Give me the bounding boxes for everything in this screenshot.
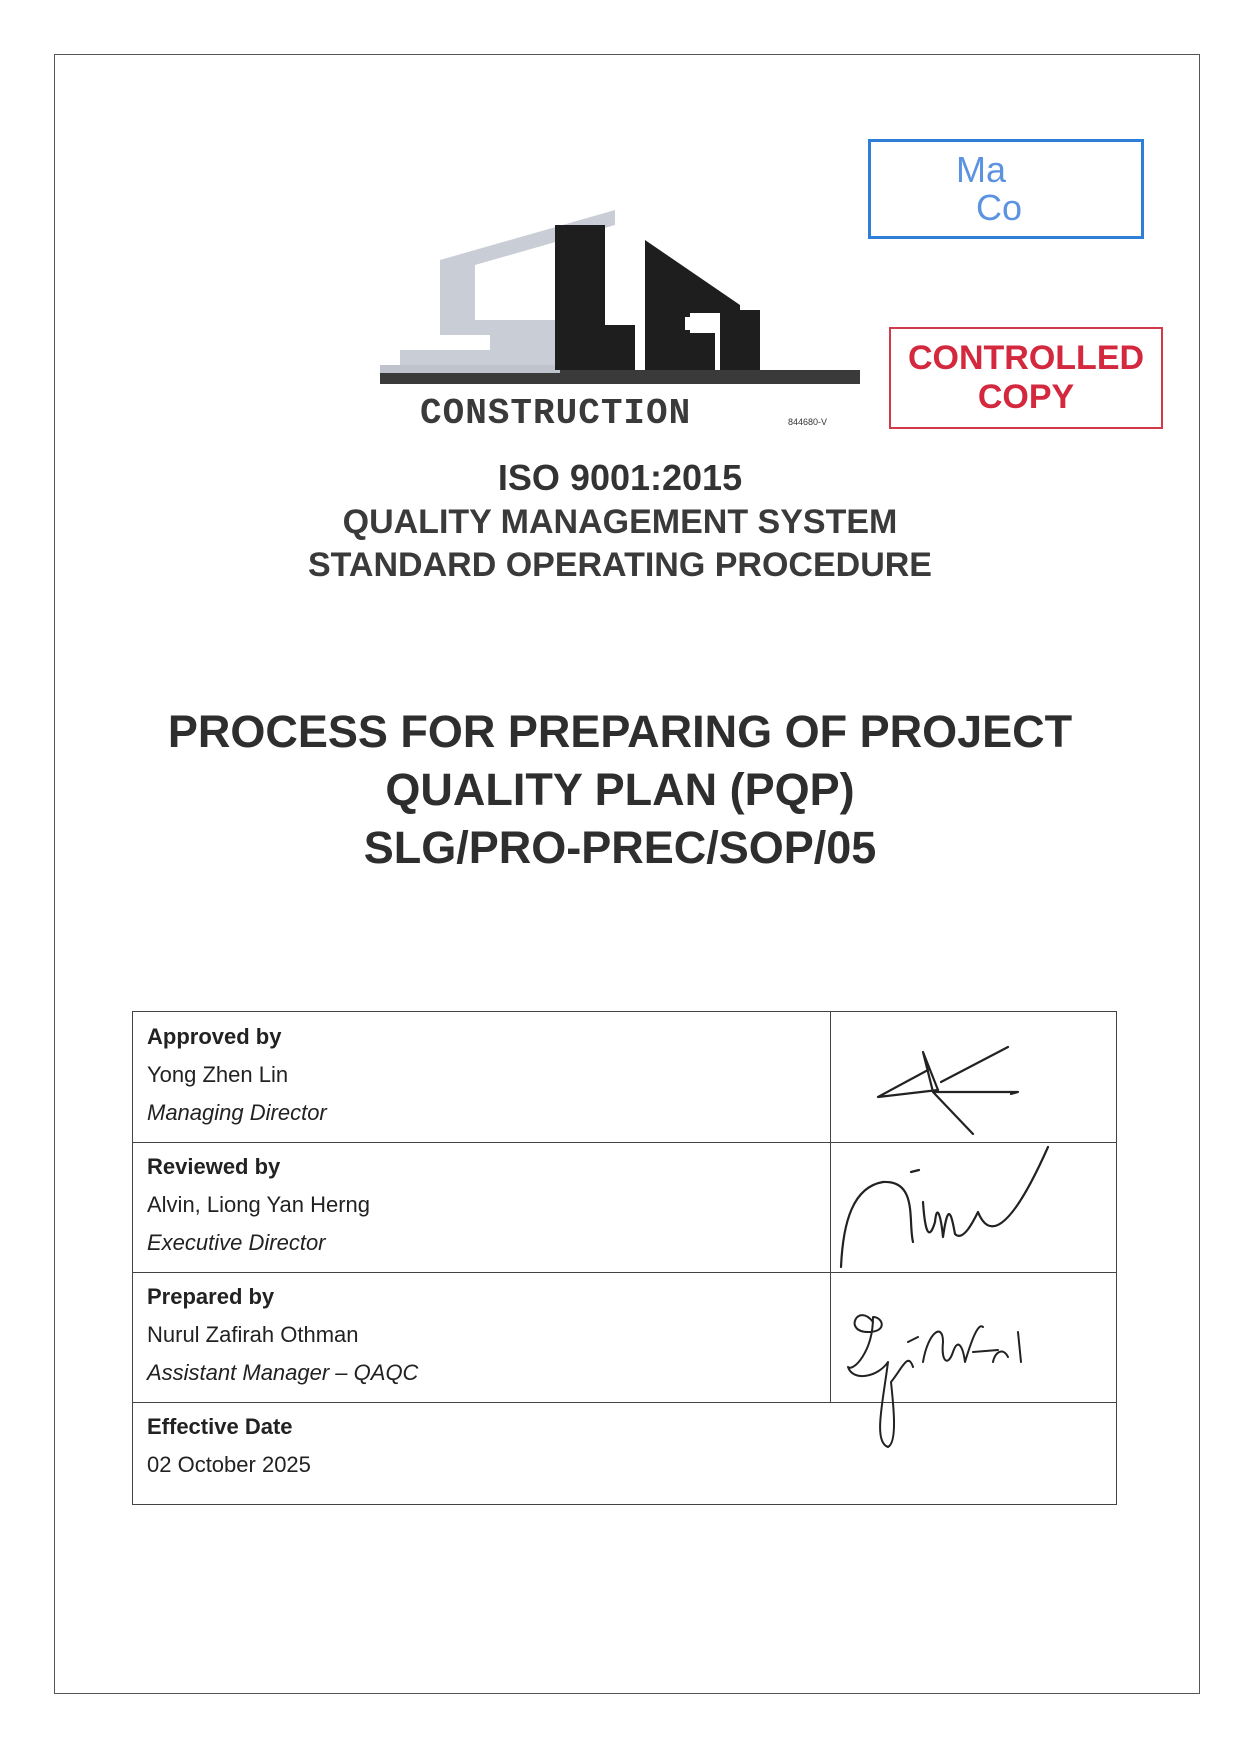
- controlled-copy-line1: CONTROLLED: [907, 339, 1145, 377]
- logo-reg-no: 844680-V: [788, 417, 828, 427]
- doc-code: SLG/PRO-PREC/SOP/05: [363, 822, 877, 873]
- column-divider: [830, 1012, 831, 1402]
- document-type: STANDARD OPERATING PROCEDURE: [308, 546, 932, 584]
- prepared-cell: [147, 1278, 418, 1392]
- controlled-copy-stamp: [889, 327, 1163, 429]
- reviewed-signature: [833, 1142, 1118, 1272]
- approved-name: Yong Zhen Lin: [147, 1062, 289, 1087]
- approved-label: Approved by: [147, 1024, 282, 1049]
- effective-cell: [147, 1408, 311, 1484]
- prepared-signature: [833, 1272, 1118, 1472]
- reviewed-label: Reviewed by: [147, 1154, 281, 1179]
- reviewed-cell: [147, 1148, 370, 1262]
- reviewed-name: Alvin, Liong Yan Herng: [147, 1192, 370, 1217]
- signoff-table: [132, 1011, 1117, 1505]
- master-copy-stamp: [868, 139, 1144, 239]
- slg-construction-logo: [380, 205, 860, 440]
- effective-label: Effective Date: [147, 1414, 293, 1439]
- prepared-title: Assistant Manager – QAQC: [147, 1360, 419, 1385]
- controlled-copy-line2: COPY: [977, 378, 1075, 416]
- reviewed-title: Executive Director: [147, 1230, 326, 1255]
- master-copy-line1: Ma: [956, 149, 1007, 190]
- doc-title-line1: PROCESS FOR PREPARING OF PROJECT: [167, 706, 1073, 757]
- iso-standard: ISO 9001:2015: [497, 457, 743, 498]
- prepared-name: Nurul Zafirah Othman: [147, 1322, 359, 1347]
- approved-cell: [147, 1018, 327, 1132]
- effective-date: 02 October 2025: [147, 1452, 311, 1477]
- approved-title: Managing Director: [147, 1100, 327, 1125]
- logo-subtitle: CONSTRUCTION: [420, 393, 692, 434]
- doc-title-line2: QUALITY PLAN (PQP): [385, 764, 855, 815]
- system-name: QUALITY MANAGEMENT SYSTEM: [342, 503, 898, 541]
- prepared-label: Prepared by: [147, 1284, 275, 1309]
- approved-signature: [833, 1012, 1118, 1142]
- master-copy-line2: Co: [976, 187, 1023, 228]
